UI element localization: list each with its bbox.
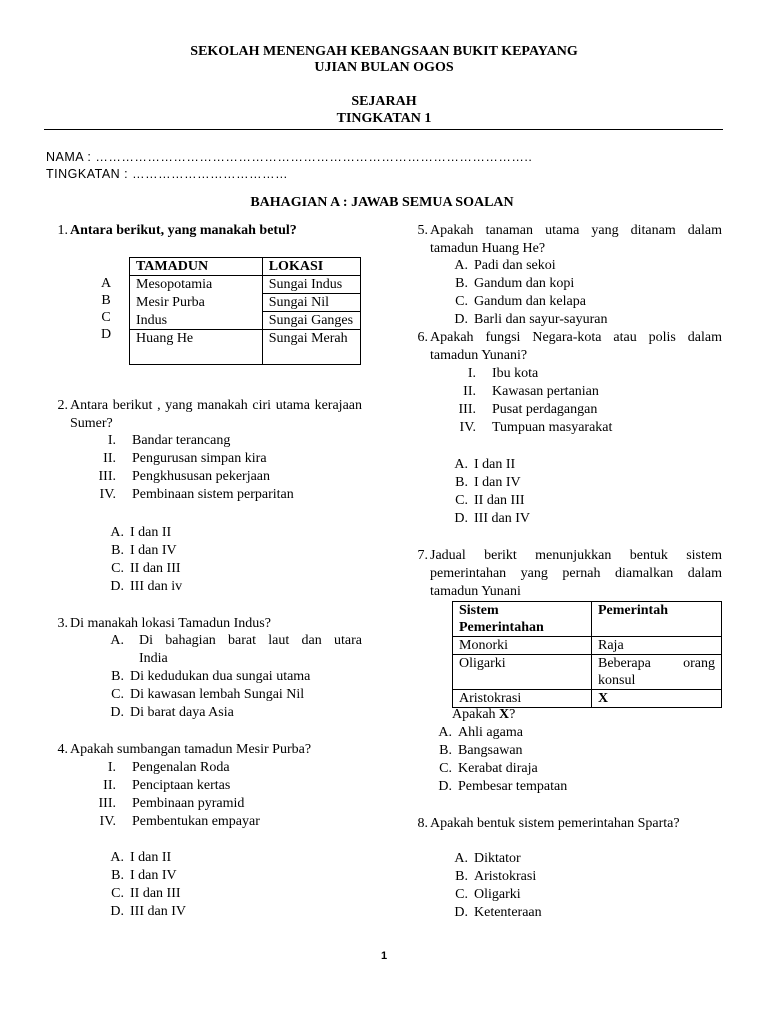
question-text: Di manakah lokasi Tamadun Indus? — [70, 616, 271, 631]
table-cell: Sungai Ganges — [262, 312, 360, 330]
roman-item: II. Penciptaan kertas — [103, 778, 231, 793]
roman-item: I. Ibu kota — [467, 366, 539, 381]
roman-item: II. Kawasan pertanian — [463, 384, 599, 399]
answer-option[interactable]: A. Di bahagian barat laut dan utara India — [110, 633, 362, 666]
question-number: 2. — [57, 398, 68, 413]
table-cell: Beberapa orang konsul — [592, 655, 722, 690]
roman-item: III. Pusat perdagangan — [458, 402, 598, 417]
question-number: 1. — [57, 223, 68, 238]
answer-option[interactable]: C. Gandum dan kelapa — [455, 294, 586, 309]
table-header: Sistem Pemerintahan — [453, 602, 592, 637]
answer-option[interactable]: B. I dan IV — [111, 543, 177, 558]
answer-option[interactable]: A. Padi dan sekoi — [454, 258, 556, 273]
question-number: 4. — [57, 742, 68, 757]
q1-letter-d: D — [100, 327, 112, 342]
table-cell: Sungai Indus — [262, 276, 360, 294]
table-header: Pemerintah — [592, 602, 722, 637]
answer-option[interactable]: D. III dan iv — [110, 579, 183, 594]
answer-option[interactable]: B. Gandum dan kopi — [455, 276, 575, 291]
roman-item: IV. Pembentukan empayar — [99, 814, 260, 829]
roman-item: II. Pengurusan simpan kira — [103, 451, 267, 466]
table-cell: X — [592, 690, 722, 708]
answer-option[interactable]: C. II dan III — [111, 886, 181, 901]
roman-item: IV. Tumpuan masyarakat — [459, 420, 613, 435]
tingkatan-field: TINGKATAN : ……………………………… — [46, 167, 289, 181]
answer-option[interactable]: B. Aristokrasi — [455, 869, 537, 884]
table-cell: Mesir Purba — [130, 294, 263, 312]
answer-option[interactable]: C. II dan III — [455, 493, 525, 508]
roman-item: III. Pengkhususan pekerjaan — [98, 469, 271, 484]
nama-field: NAMA : ……………………………………………………………………………………….. — [46, 150, 533, 164]
answer-option[interactable]: A. I dan II — [454, 457, 516, 472]
question-text: Apakah tanaman utama yang ditanam dalam tamadun Huang He? — [430, 223, 722, 256]
question-number: 8. — [417, 816, 428, 831]
answer-option[interactable]: D. III dan IV — [454, 511, 530, 526]
answer-option[interactable]: D. Ketenteraan — [454, 905, 542, 920]
question-number: 6. — [417, 330, 428, 345]
subject-title: SEJARAH — [351, 94, 417, 109]
answer-option[interactable]: D. III dan IV — [110, 904, 186, 919]
table-cell: Huang He — [130, 330, 263, 365]
question-number: 7. — [417, 548, 428, 563]
answer-option[interactable]: C. Kerabat diraja — [439, 761, 538, 776]
answer-option[interactable]: B. Di kedudukan dua sungai utama — [111, 669, 311, 684]
answer-option[interactable]: B. Bangsawan — [439, 743, 523, 758]
answer-option[interactable]: B. I dan IV — [455, 475, 521, 490]
roman-item: I. Bandar terancang — [107, 433, 231, 448]
table-cell: Raja — [592, 637, 722, 655]
q1-letter-a: A — [100, 276, 112, 291]
answer-option[interactable]: A. I dan II — [110, 525, 172, 540]
question-number: 5. — [417, 223, 428, 238]
q7-table — [452, 601, 722, 708]
table-cell: Indus — [130, 312, 263, 330]
level-title: TINGKATAN 1 — [336, 111, 432, 126]
answer-option[interactable]: D. Pembesar tempatan — [438, 779, 568, 794]
q1-letter-c: C — [101, 310, 111, 325]
header-divider — [44, 129, 723, 130]
school-name: SEKOLAH MENENGAH KEBANGSAAN BUKIT KEPAYANG — [190, 44, 578, 59]
question-text: Antara berikut , yang manakah ciri utama kerajaan Sumer? — [70, 398, 362, 431]
table-cell: Oligarki — [453, 655, 592, 690]
section-title: BAHAGIAN A : JAWAB SEMUA SOALAN — [250, 195, 514, 210]
question-text: Apakah fungsi Negara-kota atau polis dalam tamadun Yunani? — [430, 330, 722, 363]
page-number: 1 — [380, 950, 388, 962]
question-text: Apakah bentuk sistem pemerintahan Sparta? — [430, 816, 680, 831]
question-text: Apakah sumbangan tamadun Mesir Purba? — [70, 742, 312, 757]
q7-question-line: Apakah X? — [452, 707, 516, 722]
table-cell: Aristokrasi — [453, 690, 592, 708]
answer-option[interactable]: D. Di barat daya Asia — [110, 705, 234, 720]
answer-option[interactable]: A. Diktator — [454, 851, 521, 866]
q1-letter-b: B — [101, 293, 111, 308]
roman-item: IV. Pembinaan sistem perparitan — [99, 487, 294, 502]
answer-option[interactable]: C. Oligarki — [455, 887, 521, 902]
table-header: TAMADUN — [130, 258, 263, 276]
table-cell: Sungai Merah — [262, 330, 360, 365]
answer-option[interactable]: D. Barli dan sayur-sayuran — [454, 312, 608, 327]
question-text: Jadual berikt menunjukkan bentuk sistem pemerintahan yang pernah diamalkan dalam tamadun Yunani — [430, 548, 722, 599]
answer-option[interactable]: A. I dan II — [110, 850, 172, 865]
answer-option[interactable]: A. Ahli agama — [438, 725, 523, 740]
q1-table — [129, 257, 361, 365]
question-text: Antara berikut, yang manakah betul? — [70, 223, 297, 238]
question-number: 3. — [57, 616, 68, 631]
exam-title: UJIAN BULAN OGOS — [314, 60, 454, 75]
table-header: LOKASI — [262, 258, 360, 276]
roman-item: III. Pembinaan pyramid — [98, 796, 245, 811]
table-cell: Monorki — [453, 637, 592, 655]
roman-item: I. Pengenalan Roda — [107, 760, 230, 775]
table-cell: Sungai Nil — [262, 294, 360, 312]
table-cell: Mesopotamia — [130, 276, 263, 294]
answer-option[interactable]: C. Di kawasan lembah Sungai Nil — [111, 687, 305, 702]
answer-option[interactable]: B. I dan IV — [111, 868, 177, 883]
answer-option[interactable]: C. II dan III — [111, 561, 181, 576]
